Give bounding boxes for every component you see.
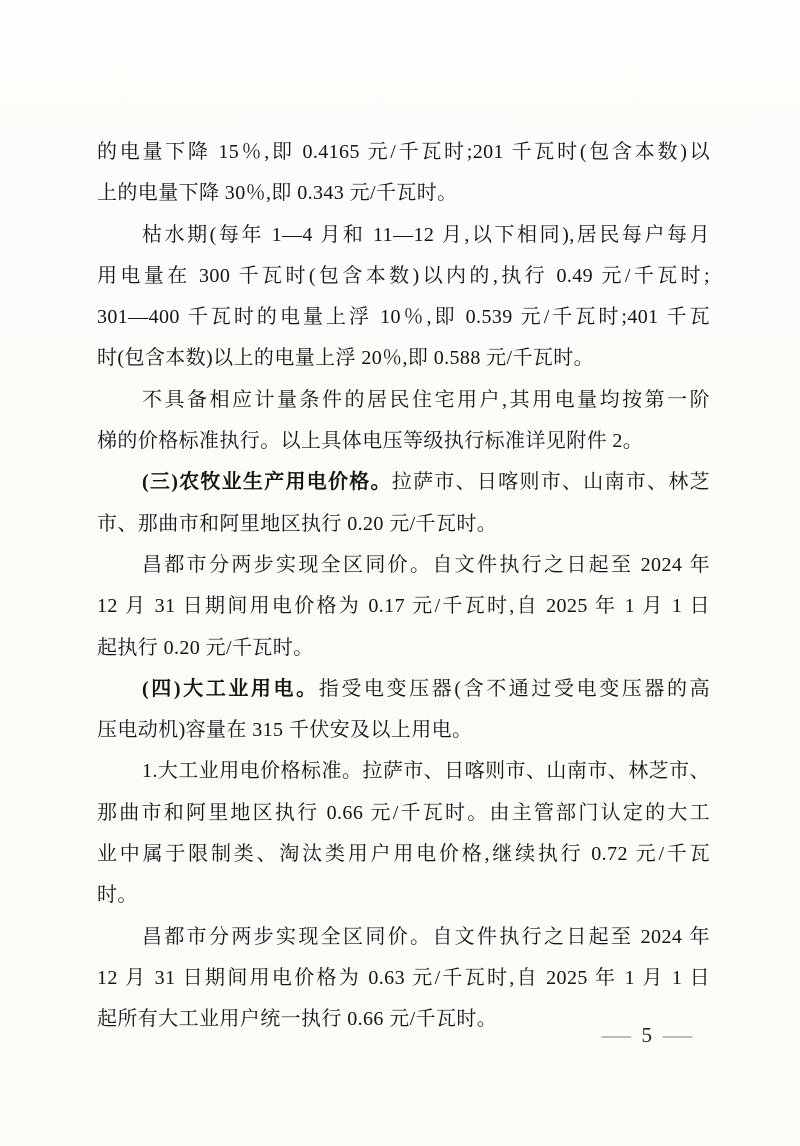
- heading-bold: (三)农牧业生产用电价格。: [142, 471, 392, 494]
- line-text: 那曲市和阿里地区执行 0.66 元/千瓦时。由主管部门认定的大工: [97, 801, 710, 824]
- text-line: [97, 504, 710, 545]
- text-line: [97, 380, 710, 421]
- text-line: [97, 628, 710, 669]
- line-text: 的电量下降 15％,即 0.4165 元/千瓦时;201 千瓦时(包含本数)以: [97, 141, 710, 163]
- text-line: [97, 669, 710, 710]
- line-text: 起所有大工业用户统一执行 0.66 元/千瓦时。: [97, 1008, 498, 1031]
- line-text: 起执行 0.20 元/千瓦时。: [97, 636, 314, 659]
- text-line: [97, 256, 710, 297]
- text-line: [97, 173, 710, 214]
- page-number-dash-right: —: [662, 1023, 693, 1047]
- text-line: [97, 215, 710, 256]
- line-text: 拉萨市、日喀则市、山南市、林芝: [391, 471, 710, 494]
- text-line: [97, 586, 710, 627]
- page-number: 5: [641, 1023, 652, 1047]
- line-text: 不具备相应计量条件的居民住宅用户,其用电量均按第一阶: [142, 388, 710, 411]
- line-text: 时(包含本数)以上的电量上浮 20％,即 0.588 元/千瓦时。: [97, 347, 595, 370]
- text-line: [97, 462, 710, 503]
- text-line: [97, 710, 710, 751]
- text-line: [97, 834, 710, 875]
- text-line: [97, 875, 710, 916]
- line-text: 12 月 31 日期间用电价格为 0.63 元/千瓦时,自 2025 年 1 月 1 日: [97, 966, 710, 989]
- line-text: 用电量在 300 千瓦时(包含本数)以内的,执行 0.49 元/千瓦时;: [97, 264, 710, 287]
- text-line: [97, 793, 710, 834]
- text-line: [97, 958, 710, 999]
- line-text: 压电动机)容量在 315 千伏安及以上用电。: [97, 719, 473, 742]
- line-text: 时。: [97, 884, 138, 907]
- text-line: [97, 751, 710, 792]
- line-text: 上的电量下降 30％,即 0.343 元/千瓦时。: [97, 182, 458, 205]
- heading-bold: (四)大工业用电。: [142, 677, 319, 700]
- line-text: 301—400 千瓦时的电量上浮 10％,即 0.539 元/千瓦时;401 千瓦: [97, 306, 710, 329]
- line-text: 枯水期(每年 1—4 月和 11—12 月,以下相同),居民每户每月: [142, 223, 710, 246]
- text-line: [97, 421, 710, 462]
- text-line: [97, 132, 710, 173]
- line-text: 12 月 31 日期间用电价格为 0.17 元/千瓦时,自 2025 年 1 月 1 日: [97, 595, 710, 618]
- text-line: [97, 338, 710, 379]
- page-number-dash-left: —: [601, 1023, 631, 1047]
- text-line: [97, 297, 710, 338]
- text-line: [97, 545, 710, 586]
- line-text: 昌都市分两步实现全区同价。自文件执行之日起至 2024 年: [142, 925, 710, 948]
- line-text: 业中属于限制类、淘汰类用户用电价格,继续执行 0.72 元/千瓦: [97, 843, 710, 866]
- page-footer: [601, 1020, 693, 1050]
- line-text: 梯的价格标准执行。以上具体电压等级执行标准详见附件 2。: [97, 430, 644, 453]
- text-line: [97, 917, 710, 958]
- line-text: 指受电变压器(含不通过受电变压器的高: [318, 677, 710, 700]
- line-text: 昌都市分两步实现全区同价。自文件执行之日起至 2024 年: [142, 553, 710, 576]
- line-text: 1.大工业用电价格标准。拉萨市、日喀则市、山南市、林芝市、: [142, 760, 710, 783]
- document-body: [97, 132, 710, 1041]
- line-text: 市、那曲市和阿里地区执行 0.20 元/千瓦时。: [97, 512, 498, 535]
